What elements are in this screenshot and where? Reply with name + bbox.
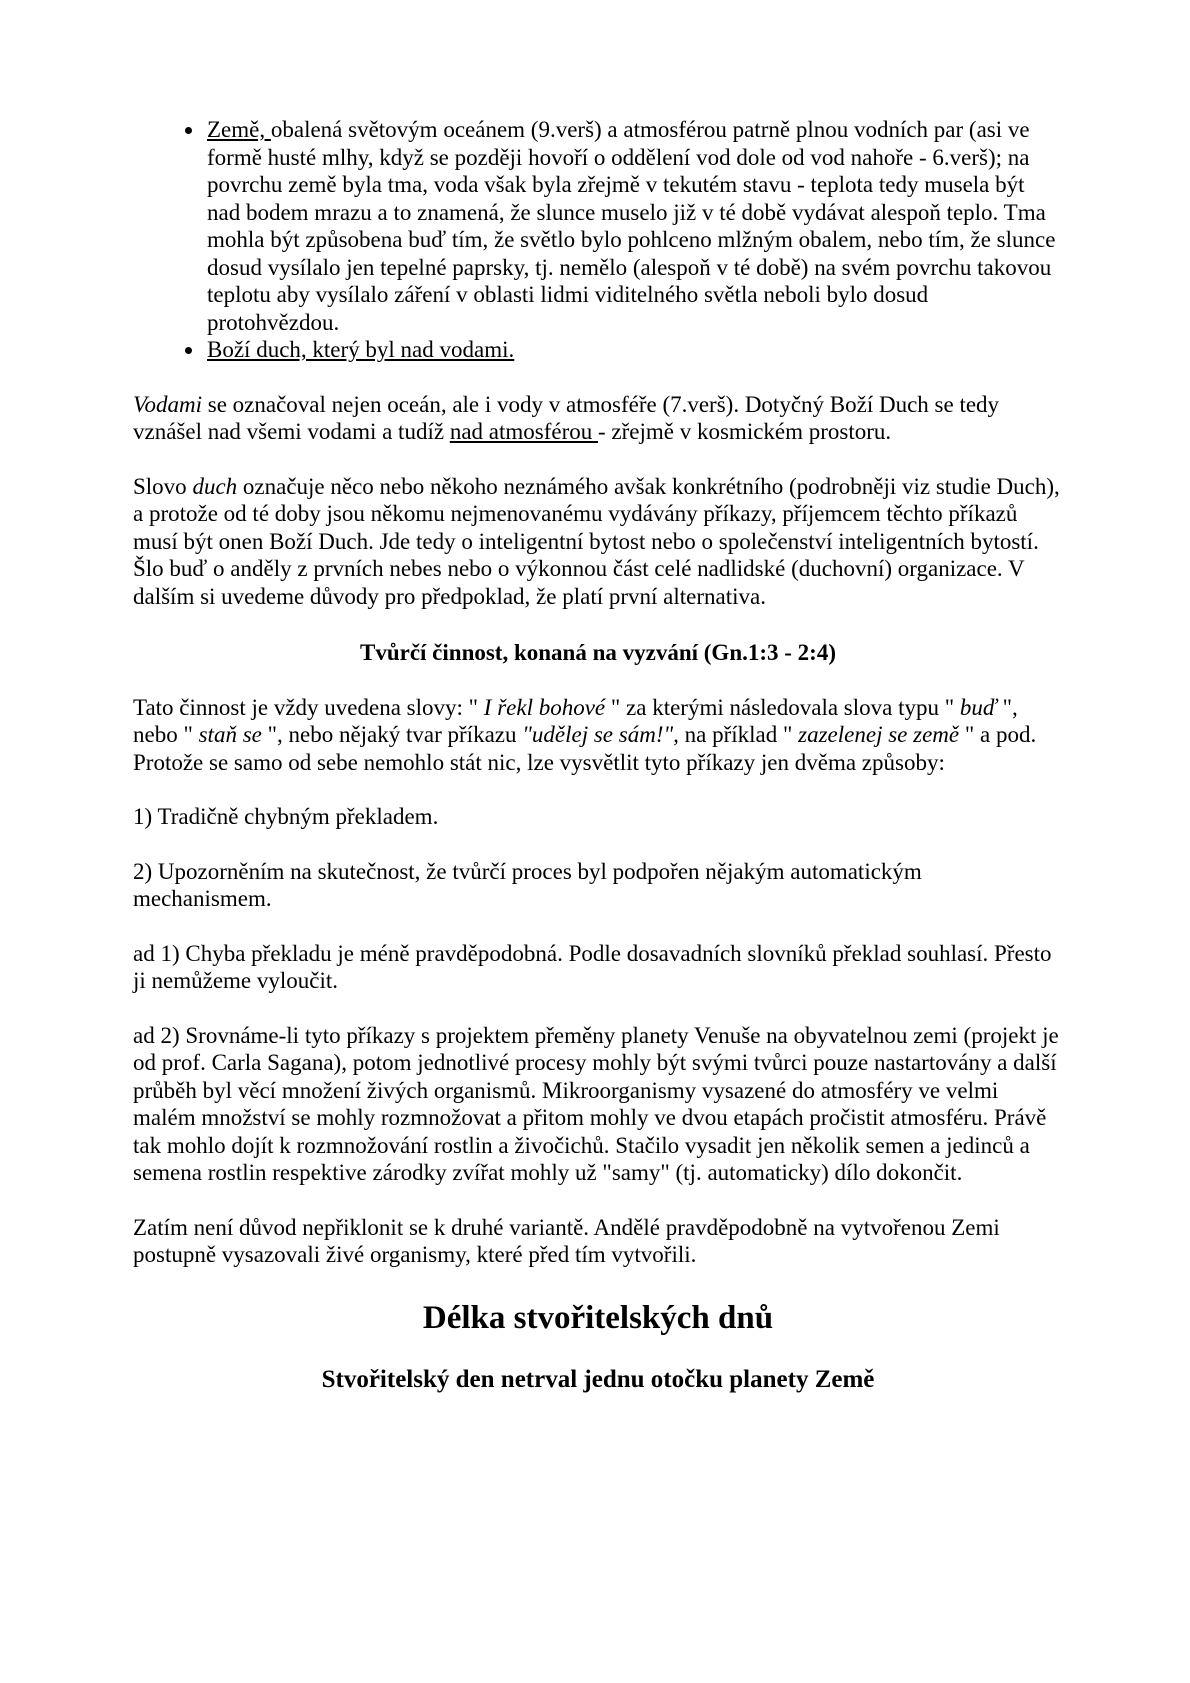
text-segment: I řekl bohové (483, 694, 606, 720)
text-segment: " za kterými následovala slova typu " (605, 694, 960, 720)
bullet-item-zeme (205, 116, 1063, 336)
paragraph-tato-cinnost (133, 694, 1063, 777)
text-segment: Tato činnost je vždy uvedena slovy: " (133, 694, 484, 720)
text-segment: nad atmosférou (449, 419, 598, 444)
paragraph-ad-1: ad 1) Chyba překladu je méně pravděpodobná. Podle dosavadních slovníků překlad souhlasí. Přesto ji nemůžeme vyloučit. (133, 940, 1052, 993)
section-heading-tvurci-cinnost: Tvůrčí činnost, konaná na vyzvání (Gn.1:3 - 2:4) (359, 640, 836, 665)
page-subtitle-stvoritelsky-den: Stvořitelský den netrval jednu otočku planety Země (321, 1365, 875, 1393)
text-segment: - zřejmě v kosmickém prostoru. (598, 419, 892, 444)
text-segment: " a pod. Protože se samo od sebe nemohlo stát nic, lze vysvětlit tyto příkazy jen dvěma způsoby: (133, 722, 1037, 775)
text-segment: označuje něco nebo někoho neznámého avšak konkrétního (podrobněji viz studie Duch), a protože od té doby jsou někomu nejmenovanému vydávány příkazy, příjemcem těchto příkazů musí být onen Boží Duch. Jde tedy o inteligentní bytost nebo o společenství inteligentních bytostí. Šlo buď o anděly z prvních nebes nebo o výkonnou část celé nadlidské (duchovní) organizace. V dalším si uvedeme důvody pro předpoklad, že platí první alternativa. (133, 473, 1060, 609)
text-segment: buď (959, 694, 997, 720)
text-segment: Slovo (133, 473, 193, 499)
paragraph-point-2: 2) Upozorněním na skutečnost, že tvůrčí proces byl podpořen nějakým automatickým mechanismem. (133, 858, 922, 911)
text-segment: Vodami (133, 391, 202, 417)
text-segment: se označoval nejen oceán, ale i vody v atmosféře (7.verš). Dotyčný Boží Duch se tedy vznášel nad všemi vodami a tudíž (133, 391, 1000, 444)
paragraph-zatim: Zatím není důvod nepřiklonit se k druhé variantě. Andělé pravděpodobně na vytvořenou Zemi postupně vysazovali živé organismy, které před tím vytvořili. (133, 1214, 1000, 1267)
text-segment: na příklad " (678, 722, 799, 747)
bullet-list (133, 116, 1063, 364)
text-segment: ", nebo nějaký tvar příkazu (261, 722, 523, 747)
text-segment: Země, (207, 117, 271, 142)
document-content (133, 116, 1063, 1395)
text-segment: "udělej se sám!", (522, 722, 679, 747)
text-segment: ", nebo " (133, 694, 1018, 747)
paragraph-ad-2: ad 2) Srovnáme-li tyto příkazy s projektem přeměny planety Venuše na obyvatelnou zemi (projekt je od prof. Carla Sagana), potom jednotlivé procesy mohly být svými tvůrci pouze nastartovány a další průběh byl věcí množení živých organismů. Mikroorganismy vysazené do atmosféry ve velmi malém množství se mohly rozmnožovat a přitom mohly ve dvou etapách pročistit atmosféru. Právě tak mohlo dojít k rozmnožování rostlin a živočichů. Stačilo vysadit jen několik semen a jedinců a semena rostlin respektive zárodky zvířat mohly už "samy" (tj. automaticky) dílo dokončit. (133, 1022, 1059, 1185)
text-segment: duch (192, 473, 238, 499)
bullet-item-bozi-duch (205, 336, 1063, 364)
text-segment: zazelenej se země (798, 722, 960, 747)
text-segment: Boží duch, který byl nad vodami. (207, 337, 515, 362)
text-segment: obalená světovým oceánem (9.verš) a atmosférou patrně plnou vodních par (asi ve formě husté mlhy, když se později hovoří o oddělení vod dole od vod nahoře - 6.verš); na povrchu země byla tma, voda však byla zřejmě v tekutém stavu - teplota tedy musela být nad bodem mrazu a to znamená, že slunce muselo již v té době vydávat alespoň teplo. Tma mohla být způsobena buď tím, že světlo bylo pohlceno mlžným obalem, nebo tím, že slunce dosud vysílalo jen tepelné paprsky, tj. nemělo (alespoň v té době) na svém povrchu takovou teplotu aby vysílalo záření v oblasti lidmi viditelného světla neboli bylo dosud protohvězdou. (207, 117, 1056, 335)
page-title-delka-dnu: Délka stvořitelských dnů (422, 1299, 774, 1336)
paragraph-point-1: 1) Tradičně chybným překladem. (133, 804, 439, 829)
text-segment: staň se (198, 722, 262, 747)
paragraph-vodami (133, 391, 1063, 446)
paragraph-slovo-duch (133, 473, 1063, 611)
